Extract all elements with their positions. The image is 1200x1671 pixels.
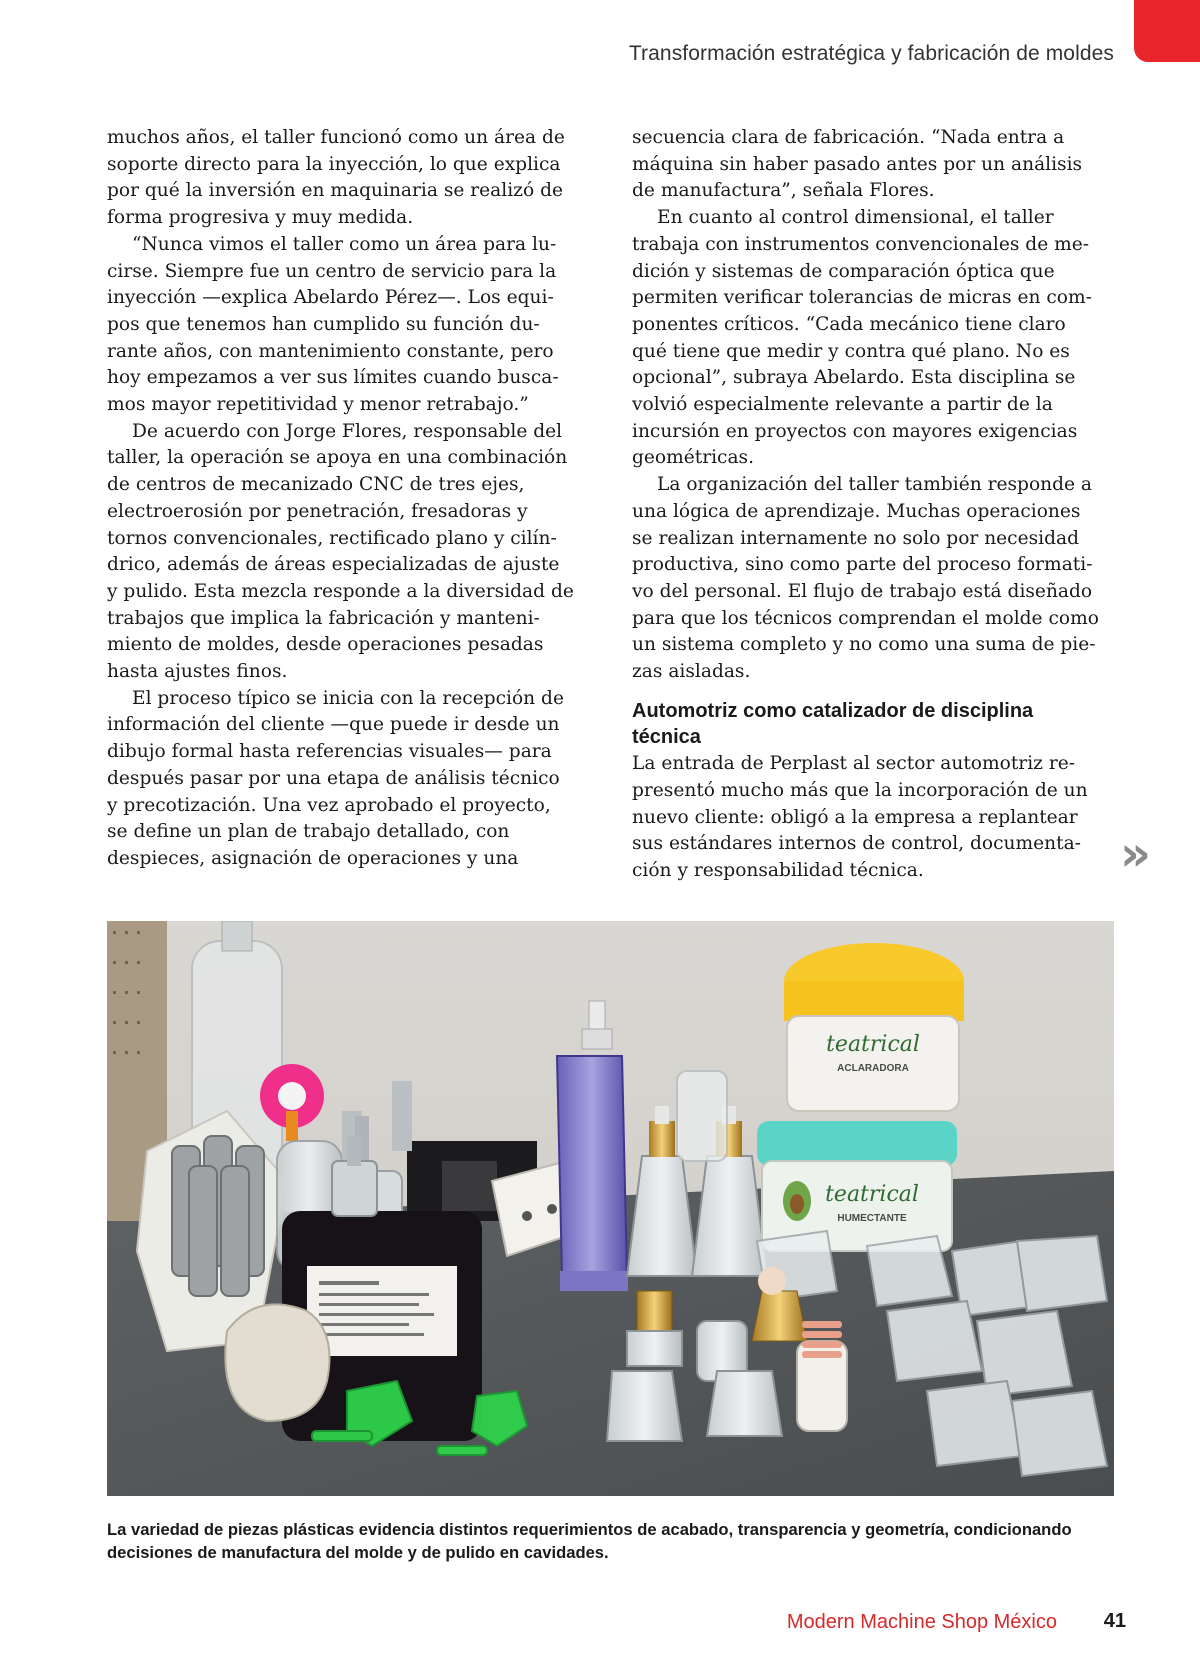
page-number: 41 — [1103, 1610, 1126, 1632]
paragraph: De acuerdo con Jorge Flores, responsable del taller, la operación se apoya en una combinación de centros de mecanizado CNC de tres ejes, electroerosión por penetración, fresadoras y tornos convencionales, rectificado plano y cilíndrico, además de áreas especializadas de ajuste y pulido. Esta mezcla responde a la diversidad de trabajos que implica la fabricación y mantenimiento de moldes, desde operaciones pesadas hasta ajustes finos. — [107, 420, 574, 683]
paragraph: muchos años, el taller funcionó como un área de soporte directo para la inyección, lo que explica por qué la inversión en maquinaria se realizó de forma progresiva y muy medida. — [107, 127, 565, 229]
jar-brand-label: teatrical — [825, 1182, 919, 1207]
paragraph: El proceso típico se inicia con la recepción de información del cliente —que puede ir desde un dibujo formal hasta referencias visuales— para después pasar por una etapa de análisis técnico y precotización. Una vez aprobado el proyecto, se define un plan de trabajo detallado, con despieces, asignación de operaciones y una — [107, 687, 564, 869]
photo-caption: La variedad de piezas plásticas evidencia distintos requerimientos de acabado, transparencia y geometría, condicionando decisiones de manufactura del molde y de pulido en cavidades. — [107, 1520, 1072, 1562]
running-header: Transformación estratégica y fabricación de moldes — [628, 42, 1114, 65]
paragraph: secuencia clara de fabricación. “Nada entra a máquina sin haber pasado antes por un análisis de manufactura”, señala Flores. — [632, 127, 1083, 202]
section-tab — [1134, 0, 1200, 62]
jar-top-label: ACLARADORA — [837, 1063, 909, 1074]
article-column-right — [632, 125, 1100, 885]
jar-brand-label: teatrical — [826, 1032, 920, 1057]
paragraph: “Nunca vimos el taller como un área para lucirse. Siempre fue un centro de servicio para la inyección —explica Abelardo Pérez—. Los equipos que tenemos han cumplido su función durante años, con mantenimiento constante, pero hoy empezamos a ver sus límites cuando buscamos mayor repetitividad y menor retrabajo.” — [107, 233, 559, 416]
paragraph: La entrada de Perplast al sector automotriz representó mucho más que la incorporación de un nuevo cliente: obligó a la empresa a replantear sus estándares internos de control, documentación y responsabilidad técnica. — [632, 753, 1088, 881]
paragraph: La organización del taller también responde a una lógica de aprendizaje. Muchas operaciones se realizan internamente no solo por necesidad productiva, sino como parte del proceso formativo del personal. El flujo de trabajo está diseñado para que los técnicos comprendan el molde como un sistema completo y no como una suma de piezas aisladas. — [632, 474, 1099, 683]
section-subheading: Automotriz como catalizador de disciplina técnica — [632, 699, 1034, 749]
publication-name: Modern Machine Shop México — [786, 1611, 1057, 1633]
paragraph: En cuanto al control dimensional, el taller trabaja con instrumentos convencionales de medición y sistemas de comparación óptica que permiten verificar tolerancias de micras en componentes críticos. “Cada mecánico tiene claro qué tiene que medir y contra qué plano. No es opcional”, subraya Abelardo. Esta disciplina se volvió especialmente relevante a partir de la incursión en proyectos con mayores exigencias geométricas. — [632, 207, 1092, 469]
jar-bottom-label: HUMECTANTE — [837, 1213, 907, 1224]
article-column-left — [107, 125, 575, 873]
double-chevron-right-icon: » — [1120, 826, 1152, 882]
article-photo — [107, 921, 1114, 1496]
